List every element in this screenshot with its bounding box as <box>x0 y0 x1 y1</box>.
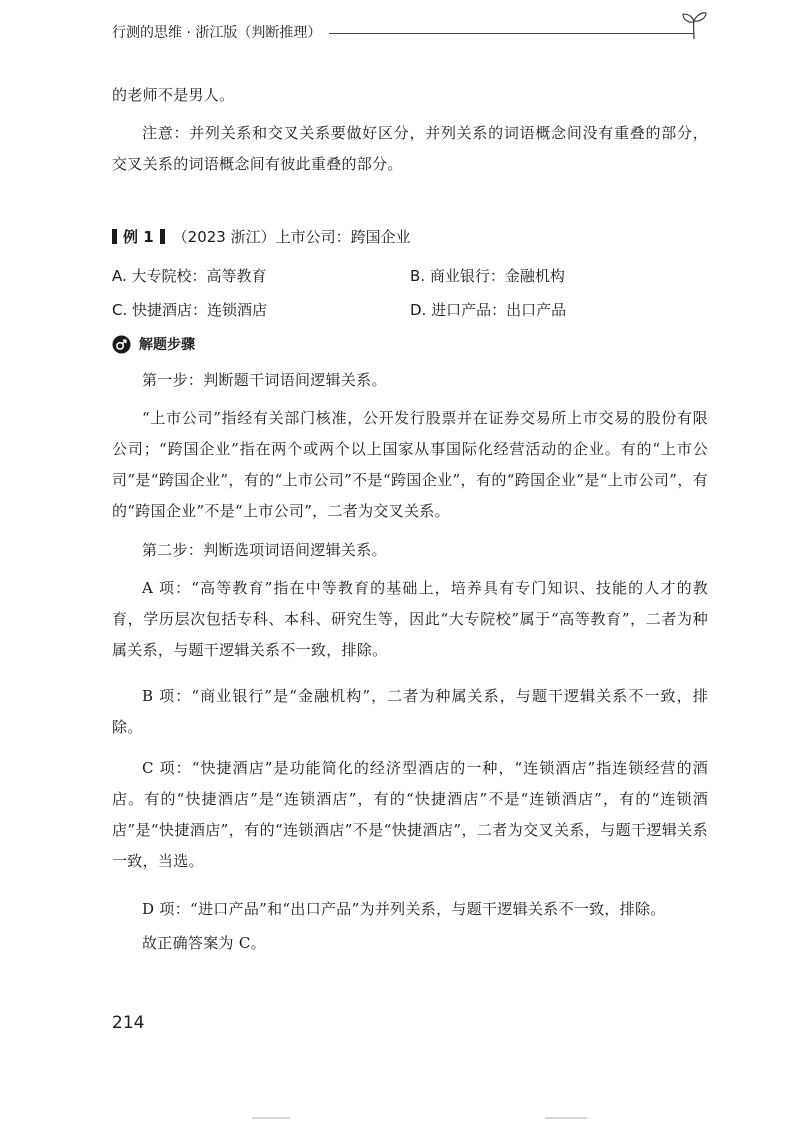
sprout-icon <box>680 10 708 40</box>
example-bar-left <box>112 229 117 244</box>
example-bar-right <box>160 229 165 244</box>
step1-line: 第一步：判断题干词语间逻辑关系。 <box>142 371 387 389</box>
answer-line: 故正确答案为 C。 <box>142 934 266 952</box>
option-a-analysis: A 项：“高等教育”指在中等教育的基础上，培养具有专门知识、技能的人才的教育，学历层次包括专科、本科、研究生等，因此“大专院校”属于“高等教育”，二者为种属关系，与题干逻辑关系不一致，排除。 <box>112 579 708 659</box>
option-d-analysis: D 项：“进口产品”和“出口产品”为并列关系，与题干逻辑关系不一致，排除。 <box>142 900 666 918</box>
option-c: C. 快捷酒店：连锁酒店 <box>112 301 268 319</box>
page-number: 214 <box>112 1013 145 1033</box>
option-d: D. 进口产品：出口产品 <box>410 301 567 319</box>
header-title: 行测的思维 · 浙江版（判断推理） <box>112 22 329 42</box>
gender-circle-icon <box>112 335 131 354</box>
option-b: B. 商业银行：金融机构 <box>410 267 565 285</box>
analysis-paragraph: “上市公司”指经有关部门核准，公开发行股票并在证券交易所上市交易的股份有限公司；“跨国企业”指在两个或两个以上国家从事国际化经营活动的企业。有的“上市公司”是“跨国企业”，有的“上市公司”不是“跨国企业”，有的“跨国企业”是“上市公司”，有的“跨国企业”不是“上市公司”，二者为交叉关系。 <box>112 409 708 520</box>
example-label: 例 1 <box>123 228 154 246</box>
solution-heading <box>112 334 195 354</box>
scan-mark <box>545 1117 587 1119</box>
option-c-analysis: C 项：“快捷酒店”是功能简化的经济型酒店的一种，“连锁酒店”指连锁经营的酒店。有的“快捷酒店”是“连锁酒店”，有的“快捷酒店”不是“连锁酒店”，有的“连锁酒店”是“快捷酒店”，有的“连锁酒店”不是“快捷酒店”，二者为交叉关系，与题干逻辑关系一致，当选。 <box>112 759 708 870</box>
step2-line: 第二步：判断选项词语间逻辑关系。 <box>142 541 387 559</box>
scan-mark <box>252 1117 290 1119</box>
running-header <box>112 18 708 50</box>
example-header <box>112 226 411 247</box>
intro-line: 的老师不是男人。 <box>112 86 235 104</box>
example-question: （2023 浙江）上市公司：跨国企业 <box>172 228 411 246</box>
option-a: A. 大专院校：高等教育 <box>112 267 267 285</box>
option-b-analysis: B 项：“商业银行”是“金融机构”，二者为种属关系，与题干逻辑关系不一致，排除。 <box>112 687 708 736</box>
note-paragraph: 注意：并列关系和交叉关系要做好区分，并列关系的词语概念间没有重叠的部分，交叉关系的词语概念间有彼此重叠的部分。 <box>112 124 708 173</box>
solution-heading-text: 解题步骤 <box>139 337 195 353</box>
